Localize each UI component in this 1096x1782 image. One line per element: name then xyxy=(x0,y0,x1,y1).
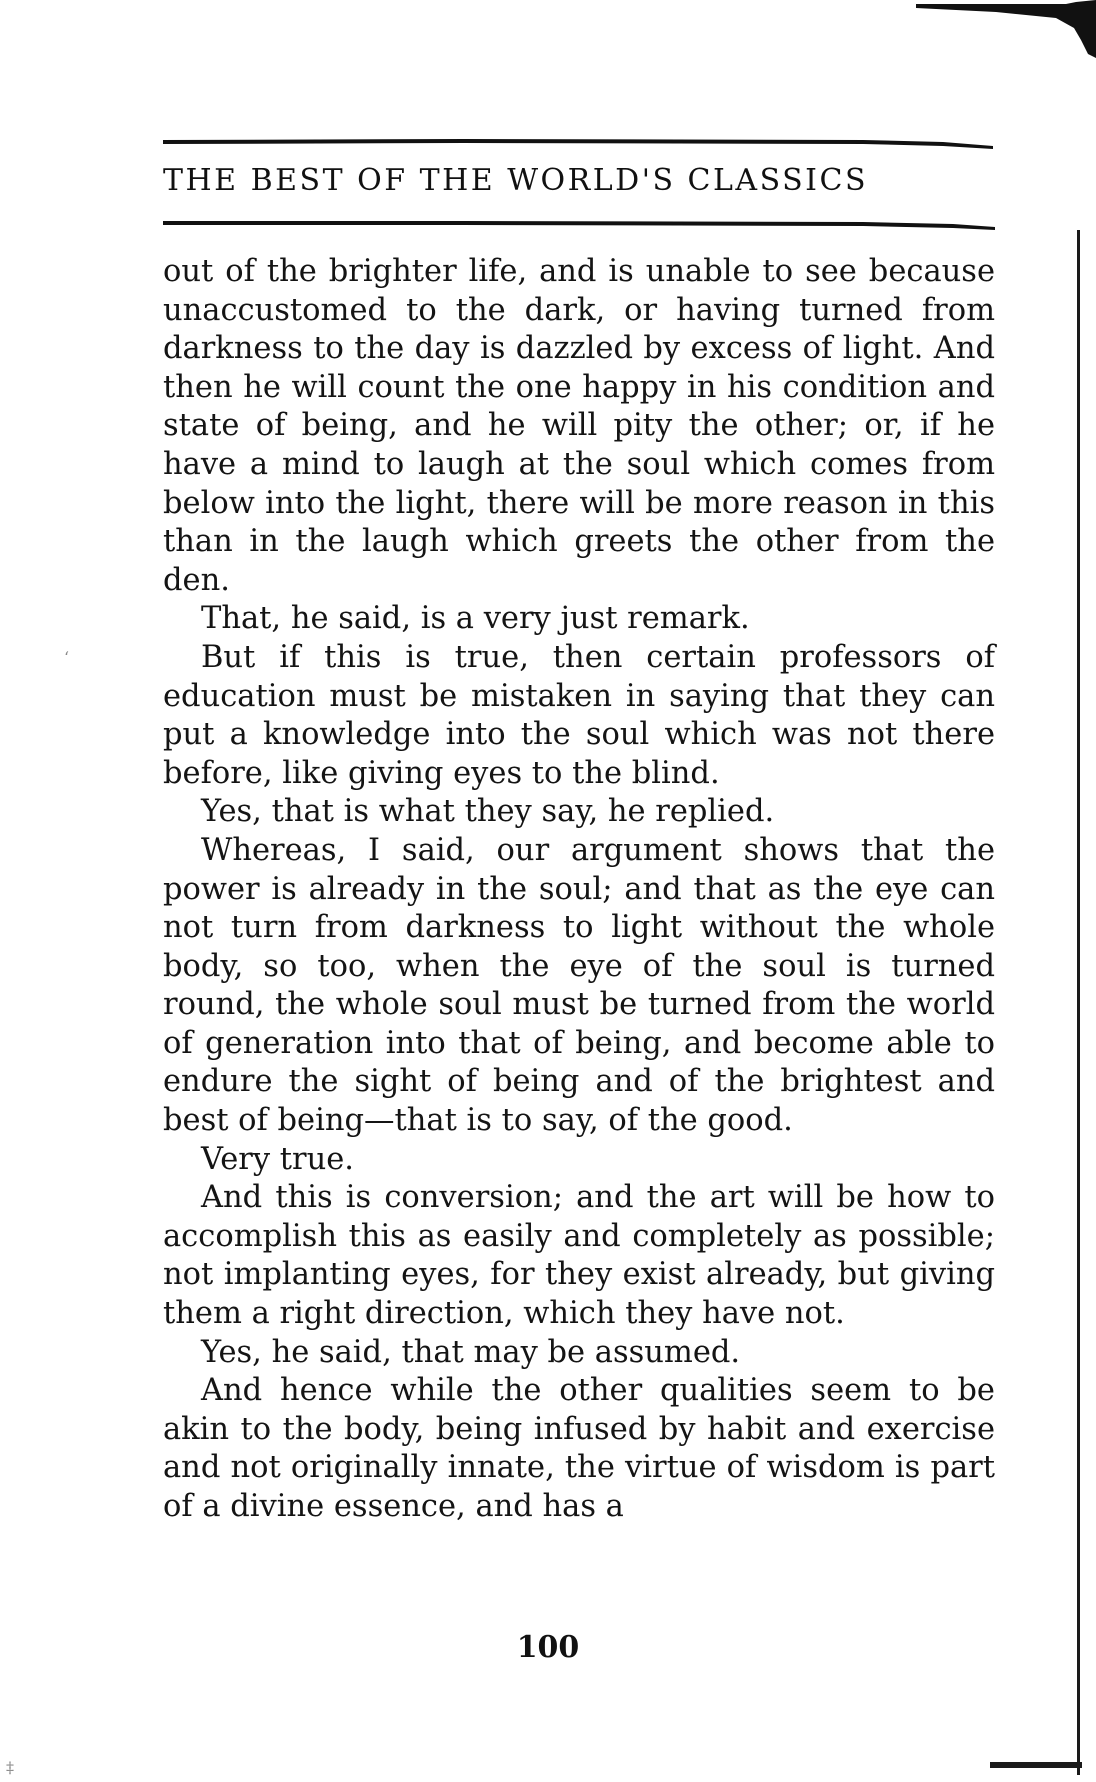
paragraph: Yes, he said, that may be assumed. xyxy=(201,1334,741,1370)
paragraph: And this is conversion; and the art will be how to accomplish this as easily and completely as possible; not implanting eyes, for they exist already, but giving them a right direction, which they have not. xyxy=(163,1180,995,1332)
running-head: THE BEST OF THE WORLD'S CLASSICS xyxy=(163,163,869,198)
spine-foot-line xyxy=(990,1762,1082,1768)
page-corner-mark xyxy=(876,0,1096,60)
margin-speck: ‡ xyxy=(6,1758,14,1777)
paragraph: Yes, that is what they say, he replied. xyxy=(201,794,775,830)
paragraph: And hence while the other qualities seem to be akin to the body, being infused by habit and exercise and not originally innate, the virtue of wisdom is part of a divine essence, and has a xyxy=(163,1373,995,1524)
paragraph: Whereas, I said, our argument shows that the power is already in the soul; and that as the eye can not turn from darkness to light without the whole body, so too, when the eye of the soul is turned round, the whole soul must be turned from the world of generation into that of being, and become able to endure the sight of being and of the brightest and best of being—that is to say, of the good. xyxy=(163,832,995,1139)
paragraph: But if this is true, then certain professors of education must be mistaken in saying that they can put a knowledge into the soul which was not there before, like giving eyes to the blind. xyxy=(163,639,995,791)
margin-speck: ‘ xyxy=(64,648,70,667)
paragraph: Very true. xyxy=(201,1141,355,1177)
body-text xyxy=(163,253,995,1527)
spine-edge-line xyxy=(1077,230,1080,1775)
header-rule-bottom xyxy=(163,218,995,232)
header-rule-top xyxy=(163,135,993,151)
paragraph: out of the brighter life, and is unable to see because unaccustomed to the dark, or having turned from darkness to the day is dazzled by excess of light. And then he will count the one happy in his condition and state of being, and he will pity the other; or, if he have a mind to laugh at the soul which comes from below into the light, there will be more reason in this than in the laugh which greets the other from the den. xyxy=(163,254,995,598)
paragraph: That, he said, is a very just remark. xyxy=(201,601,750,637)
page-number: 100 xyxy=(516,1630,580,1665)
